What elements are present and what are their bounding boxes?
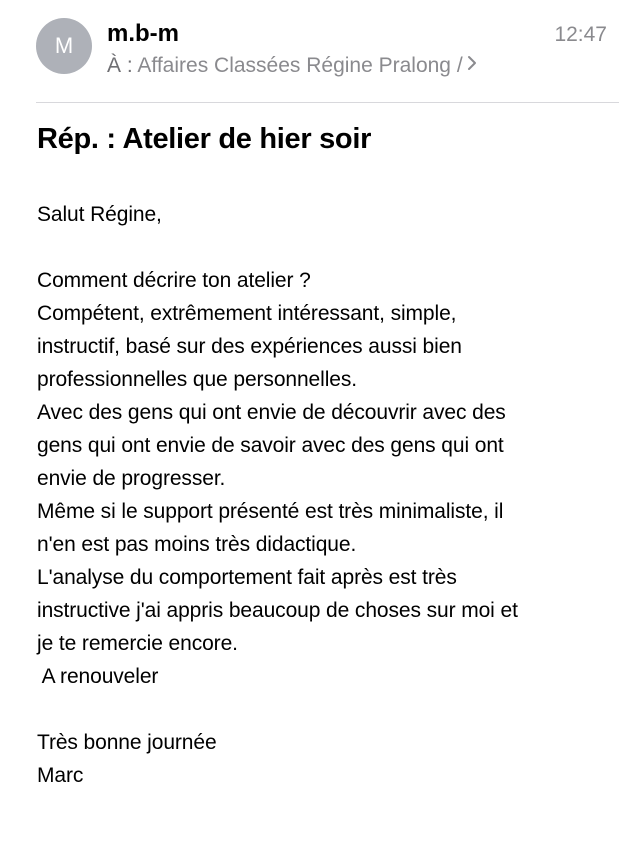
message-body [37,198,617,792]
body-line: Compétent, extrêmement intéressant, simple, [37,302,457,325]
closing: Très bonne journée [37,731,217,754]
chevron-right-icon[interactable] [467,51,477,79]
body-line: instructif, basé sur des expériences aussi bien [37,335,462,358]
greeting: Salut Régine, [37,203,162,226]
body-line: n'en est pas moins très didactique. [37,533,357,556]
message-subject: Rép. : Atelier de hier soir [37,123,372,155]
signature: Marc [37,764,84,787]
body-line: envie de progresser. [37,467,226,490]
recipients-line[interactable] [107,52,477,80]
message-header [0,0,619,103]
blank-line [37,231,617,264]
body-line: Avec des gens qui ont envie de découvrir avec des [37,401,506,424]
body-line: Comment décrire ton atelier ? [37,269,311,292]
body-line: professionnelles que personnelles. [37,368,357,391]
to-label: À : [107,54,133,77]
header-divider [36,102,619,103]
body-line: A renouveler [37,665,159,688]
body-line: instructive j'ai appris beaucoup de choses sur moi et [37,599,518,622]
body-line: Même si le support présenté est très minimaliste, il [37,500,504,523]
body-line: L'analyse du comportement fait après est très [37,566,457,589]
sender-avatar[interactable]: M [36,18,92,74]
body-line: gens qui ont envie de savoir avec des gens qui ont [37,434,504,457]
recipient-name[interactable]: Affaires Classées Régine Pralong / [137,54,463,77]
blank-line [37,693,617,726]
message-time: 12:47 [554,23,607,46]
sender-name[interactable]: m.b-m [107,20,179,47]
body-line: je te remercie encore. [37,632,238,655]
